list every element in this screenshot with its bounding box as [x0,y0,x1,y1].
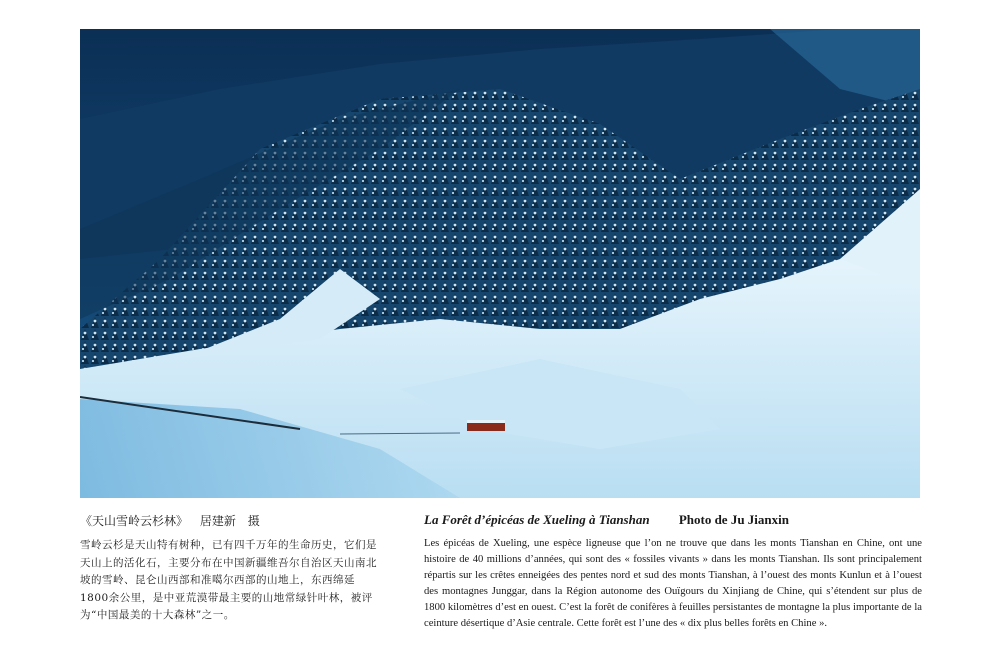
chinese-credit-suffix: 摄 [247,514,260,528]
french-heading [424,512,922,528]
chinese-title-line [80,512,380,529]
cabin [467,422,505,431]
chinese-caption [80,512,380,625]
landscape-photo [80,29,920,498]
chinese-body: 雪岭云杉是天山特有树种，已有四千万年的生命历史，它们是天山上的活化石，主要分布在中国新疆维吾尔自治区天山南北坡的雪岭、昆仑山西部和准噶尔西部的山地上，东西绵延1800余公里，是中亚荒漠带最主要的山地常绿针叶林，被评为“中国最美的十大森林”之一。 [80,539,377,621]
french-credit: Photo de Ju Jianxin [678,512,789,527]
snowy-forest-mountain-image [80,29,920,498]
french-body: Les épicéas de Xueling, une espèce ligneuse que l’on ne trouve que dans les monts Tianshan en Chine, ont une histoire de 40 millions d’années, qui sont des « fossiles vivants » dans les monts Tianshan. Ils sont principalement répartis sur les crêtes enneigées des pentes nord et sud des monts Tianshan, à l’ouest des monts Kunlun et à l’ouest des montagnes Junggar, dans la Région autonome des Ouïgours du Xinjiang de Chine, qui s’étendent sur plus de 1800 kilomètres d’est en ouest. C’est la forêt de conifères à feuilles persistantes de montagne la plus importante de la ceinture désertique d’Asie centrale. Cette forêt est l’une des « dix plus belles forêts en Chine ». [424,538,922,629]
french-title: La Forêt d’épicéas de Xueling à Tianshan [424,512,650,527]
chinese-title: 《天山雪岭云杉林》 [80,514,189,528]
french-caption [424,512,922,632]
chinese-photographer: 居建新 [199,514,236,528]
